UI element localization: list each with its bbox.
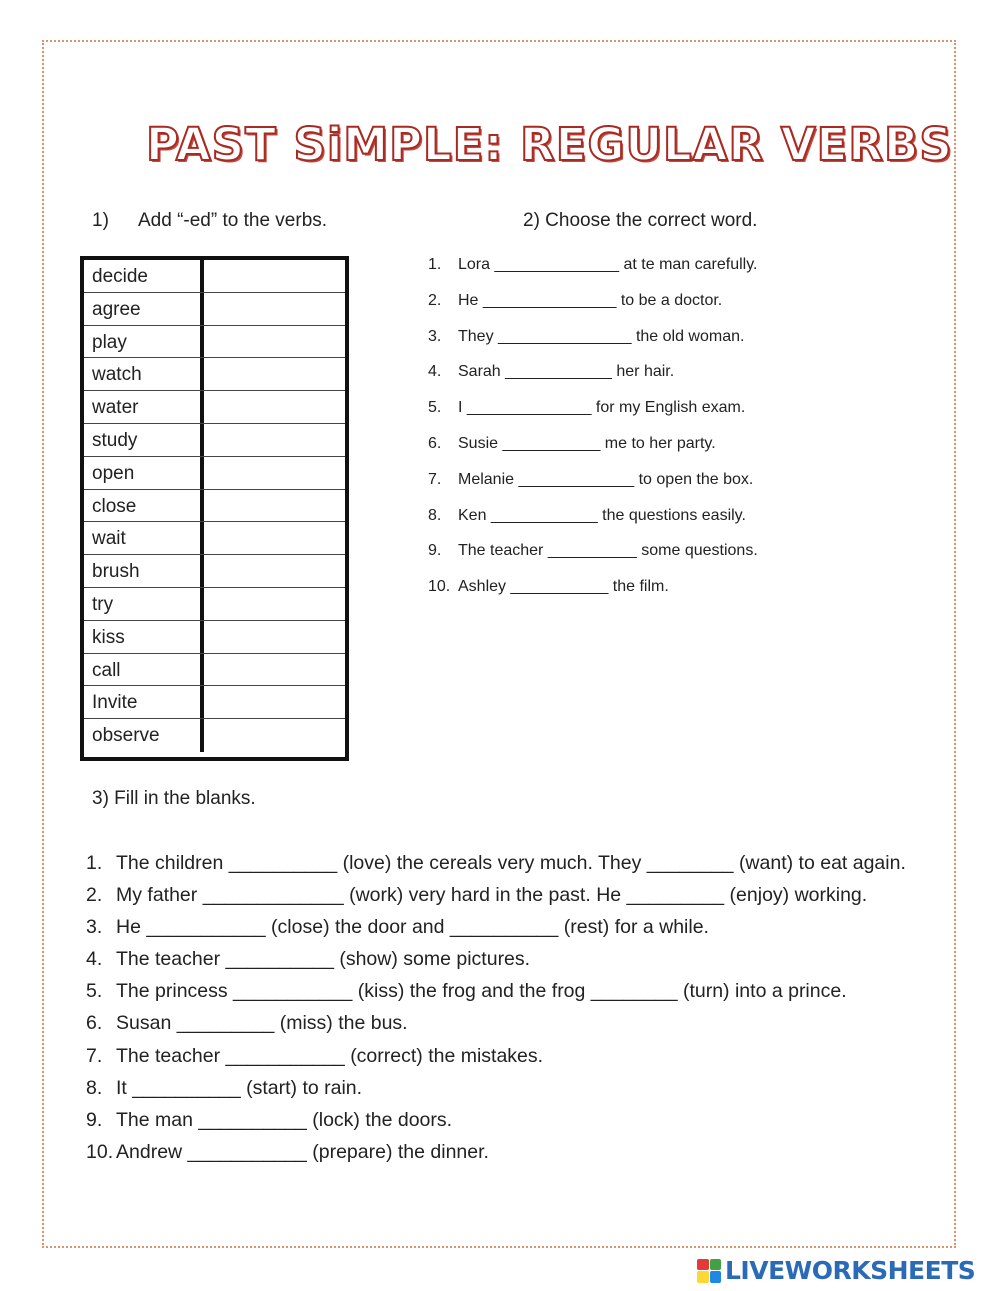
verb-answer-cell[interactable] [204, 293, 345, 325]
item-sentence[interactable]: He _______________ to be a doctor. [458, 291, 723, 309]
item-sentence[interactable]: Ashley ___________ the film. [458, 578, 669, 596]
item-sentence[interactable]: It __________ (start) to rain. [116, 1076, 363, 1099]
item-sentence[interactable]: They _______________ the old woman. [458, 327, 745, 345]
verb-row [84, 293, 345, 326]
list-item [428, 575, 758, 611]
verb-word: brush [84, 555, 204, 587]
verb-row [84, 391, 345, 424]
item-number: 4. [428, 363, 442, 381]
section3-heading: 3) Fill in the blanks. [92, 788, 256, 809]
verb-row [84, 490, 345, 523]
verb-word: Invite [84, 686, 204, 718]
item-number: 2. [428, 291, 442, 309]
verb-word: water [84, 391, 204, 423]
verb-row [84, 621, 345, 654]
item-sentence[interactable]: Lora ______________ at te man carefully. [458, 256, 758, 273]
verb-word: close [84, 490, 204, 522]
item-sentence[interactable]: I ______________ for my English exam. [458, 399, 746, 417]
list-item [428, 360, 758, 396]
logo-square [697, 1271, 709, 1283]
logo-square [697, 1259, 709, 1271]
section2-heading: 2) Choose the correct word. [523, 210, 758, 231]
verb-answer-cell[interactable] [204, 686, 345, 718]
list-item [86, 977, 906, 1009]
verb-row [84, 555, 345, 588]
liveworksheets-logo-icon [697, 1259, 721, 1283]
list-item [86, 1009, 906, 1041]
list-item [86, 945, 906, 977]
item-number: 5. [86, 980, 103, 1003]
section2-list [428, 253, 758, 611]
item-number: 8. [86, 1076, 103, 1099]
verb-word: observe [84, 719, 204, 752]
item-sentence[interactable]: My father _____________ (work) very hard in the past. He _________ (enjoy) working. [116, 884, 868, 907]
verb-row [84, 588, 345, 621]
verb-answer-cell[interactable] [204, 555, 345, 587]
list-item [86, 1042, 906, 1074]
verb-word: open [84, 457, 204, 489]
section3-list [86, 849, 906, 1170]
verb-row [84, 654, 345, 687]
verb-row [84, 686, 345, 719]
verb-row [84, 326, 345, 359]
list-item [428, 396, 758, 432]
verb-row [84, 358, 345, 391]
item-number: 6. [428, 434, 442, 452]
verb-answer-cell[interactable] [204, 457, 345, 489]
item-sentence[interactable]: He ___________ (close) the door and __________ (rest) for a while. [116, 916, 709, 939]
verb-word: watch [84, 358, 204, 390]
item-sentence[interactable]: The teacher __________ some questions. [458, 542, 758, 560]
item-number: 4. [86, 948, 103, 971]
verb-answer-cell[interactable] [204, 260, 345, 292]
verb-word: study [84, 424, 204, 456]
verb-row [84, 457, 345, 490]
list-item [428, 325, 758, 361]
item-number: 7. [86, 1044, 103, 1067]
verb-answer-cell[interactable] [204, 719, 345, 752]
item-number: 10. [86, 1140, 114, 1163]
verb-row [84, 719, 345, 752]
item-number: 6. [86, 1012, 103, 1035]
verb-answer-cell[interactable] [204, 588, 345, 620]
list-item [428, 253, 758, 289]
list-item [428, 504, 758, 540]
verb-word: agree [84, 293, 204, 325]
item-number: 9. [428, 542, 442, 560]
item-number: 5. [428, 399, 442, 417]
list-item [86, 1074, 906, 1106]
item-number: 10. [428, 578, 451, 596]
section1-heading-text: Add “-ed” to the verbs. [138, 210, 328, 231]
item-sentence[interactable]: The teacher __________ (show) some pictures. [116, 948, 531, 971]
verb-answer-cell[interactable] [204, 621, 345, 653]
item-sentence[interactable]: The teacher ___________ (correct) the mistakes. [116, 1044, 544, 1067]
section1-heading [92, 210, 327, 232]
verb-row [84, 260, 345, 293]
liveworksheets-logo[interactable] [697, 1256, 975, 1285]
page-title: PAST SiMPLE: REGULAR VERBS [146, 118, 953, 171]
verb-word: call [84, 654, 204, 686]
list-item [86, 1138, 906, 1170]
verb-word: decide [84, 260, 204, 292]
item-sentence[interactable]: Melanie _____________ to open the box. [458, 470, 754, 488]
logo-text: LIVEWORKSHEETS [725, 1256, 976, 1285]
verb-word: try [84, 588, 204, 620]
verb-word: kiss [84, 621, 204, 653]
item-number: 8. [428, 506, 442, 524]
item-number: 7. [428, 470, 442, 488]
item-sentence[interactable]: The princess ___________ (kiss) the frog and the frog ________ (turn) into a prince. [116, 980, 847, 1003]
verb-table [80, 256, 349, 761]
list-item [86, 913, 906, 945]
item-number: 3. [428, 327, 442, 345]
item-sentence[interactable]: Sarah ____________ her hair. [458, 363, 675, 381]
verb-answer-cell[interactable] [204, 522, 345, 554]
verb-row [84, 424, 345, 457]
verb-answer-cell[interactable] [204, 654, 345, 686]
verb-answer-cell[interactable] [204, 424, 345, 456]
list-item [86, 881, 906, 913]
verb-answer-cell[interactable] [204, 358, 345, 390]
list-item [86, 849, 906, 881]
item-number: 9. [86, 1108, 103, 1131]
list-item [86, 1106, 906, 1138]
item-sentence[interactable]: The children __________ (love) the cereals very much. They ________ (want) to eat again. [116, 852, 906, 874]
verb-word: wait [84, 522, 204, 554]
item-number: 1. [428, 256, 442, 273]
logo-square [710, 1259, 722, 1271]
section1-number: 1) [92, 210, 109, 231]
item-number: 3. [86, 916, 103, 939]
verb-word: play [84, 326, 204, 358]
item-sentence[interactable]: Ken ____________ the questions easily. [458, 506, 746, 524]
list-item [428, 468, 758, 504]
item-sentence[interactable]: Andrew ___________ (prepare) the dinner. [116, 1140, 489, 1163]
list-item [428, 289, 758, 325]
logo-square [710, 1271, 722, 1283]
list-item [428, 432, 758, 468]
item-number: 2. [86, 884, 103, 907]
verb-answer-cell[interactable] [204, 391, 345, 423]
item-sentence[interactable]: The man __________ (lock) the doors. [116, 1108, 453, 1131]
verb-row [84, 522, 345, 555]
verb-answer-cell[interactable] [204, 326, 345, 358]
list-item [428, 539, 758, 575]
item-sentence[interactable]: Susan _________ (miss) the bus. [116, 1012, 408, 1035]
item-sentence[interactable]: Susie ___________ me to her party. [458, 434, 716, 452]
item-number: 1. [86, 852, 103, 874]
verb-answer-cell[interactable] [204, 490, 345, 522]
